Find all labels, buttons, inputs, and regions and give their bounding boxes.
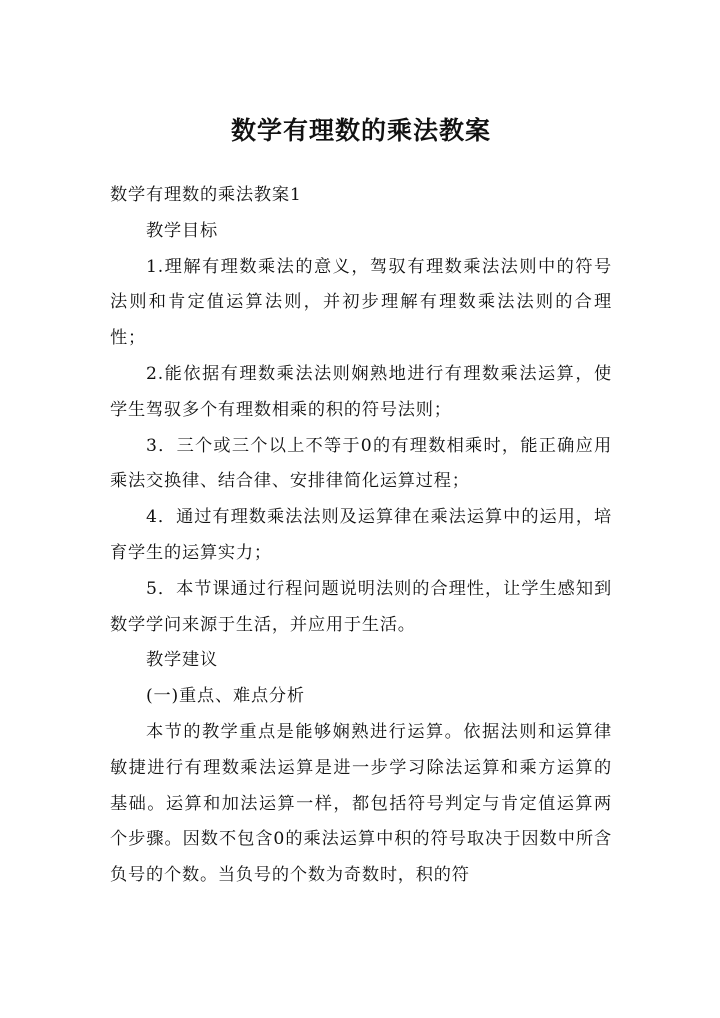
- document-title: 数学有理数的乘法教案: [230, 116, 491, 145]
- paragraph-heading: 数学有理数的乘法教案1: [110, 185, 302, 205]
- paragraph-section-suggestions: 教学建议: [146, 650, 218, 671]
- paragraph-objective-3: 3．三个或三个以上不等于0的有理数相乘时，能正确应用乘法交换律、结合律、安排律简化运算过程；: [110, 435, 612, 492]
- paragraph-objective-1: 1.理解有理数乘法的意义，驾驭有理数乘法法则中的符号法则和肯定值运算法则，并初步理解有理数乘法法则的合理性；: [110, 256, 612, 349]
- paragraph-analysis-body: 本节的教学重点是能够娴熟进行运算。依据法则和运算律敏捷进行有理数乘法运算是进一步学习除法运算和乘方运算的基础。运算和加法运算一样，都包括符号判定与肯定值运算两个步骤。因数不包含0的乘法运算中积的符号取决于因数中所含负号的个数。当负号的个数为奇数时，积的符: [110, 721, 612, 886]
- paragraph-objective-5: 5．本节课通过行程问题说明法则的合理性，让学生感知到数学学问来源于生活，并应用于生活。: [110, 578, 612, 635]
- paragraph-objective-4: 4．通过有理数乘法法则及运算律在乘法运算中的运用，培育学生的运算实力；: [110, 507, 612, 563]
- document-body: [110, 178, 612, 894]
- paragraph-section-objectives: 教学目标: [146, 220, 218, 241]
- paragraph-objective-2: 2.能依据有理数乘法法则娴熟地进行有理数乘法运算，使学生驾驭多个有理数相乘的积的符号法则；: [110, 363, 612, 420]
- paragraph-subsection-analysis: (一)重点、难点分析: [146, 686, 305, 707]
